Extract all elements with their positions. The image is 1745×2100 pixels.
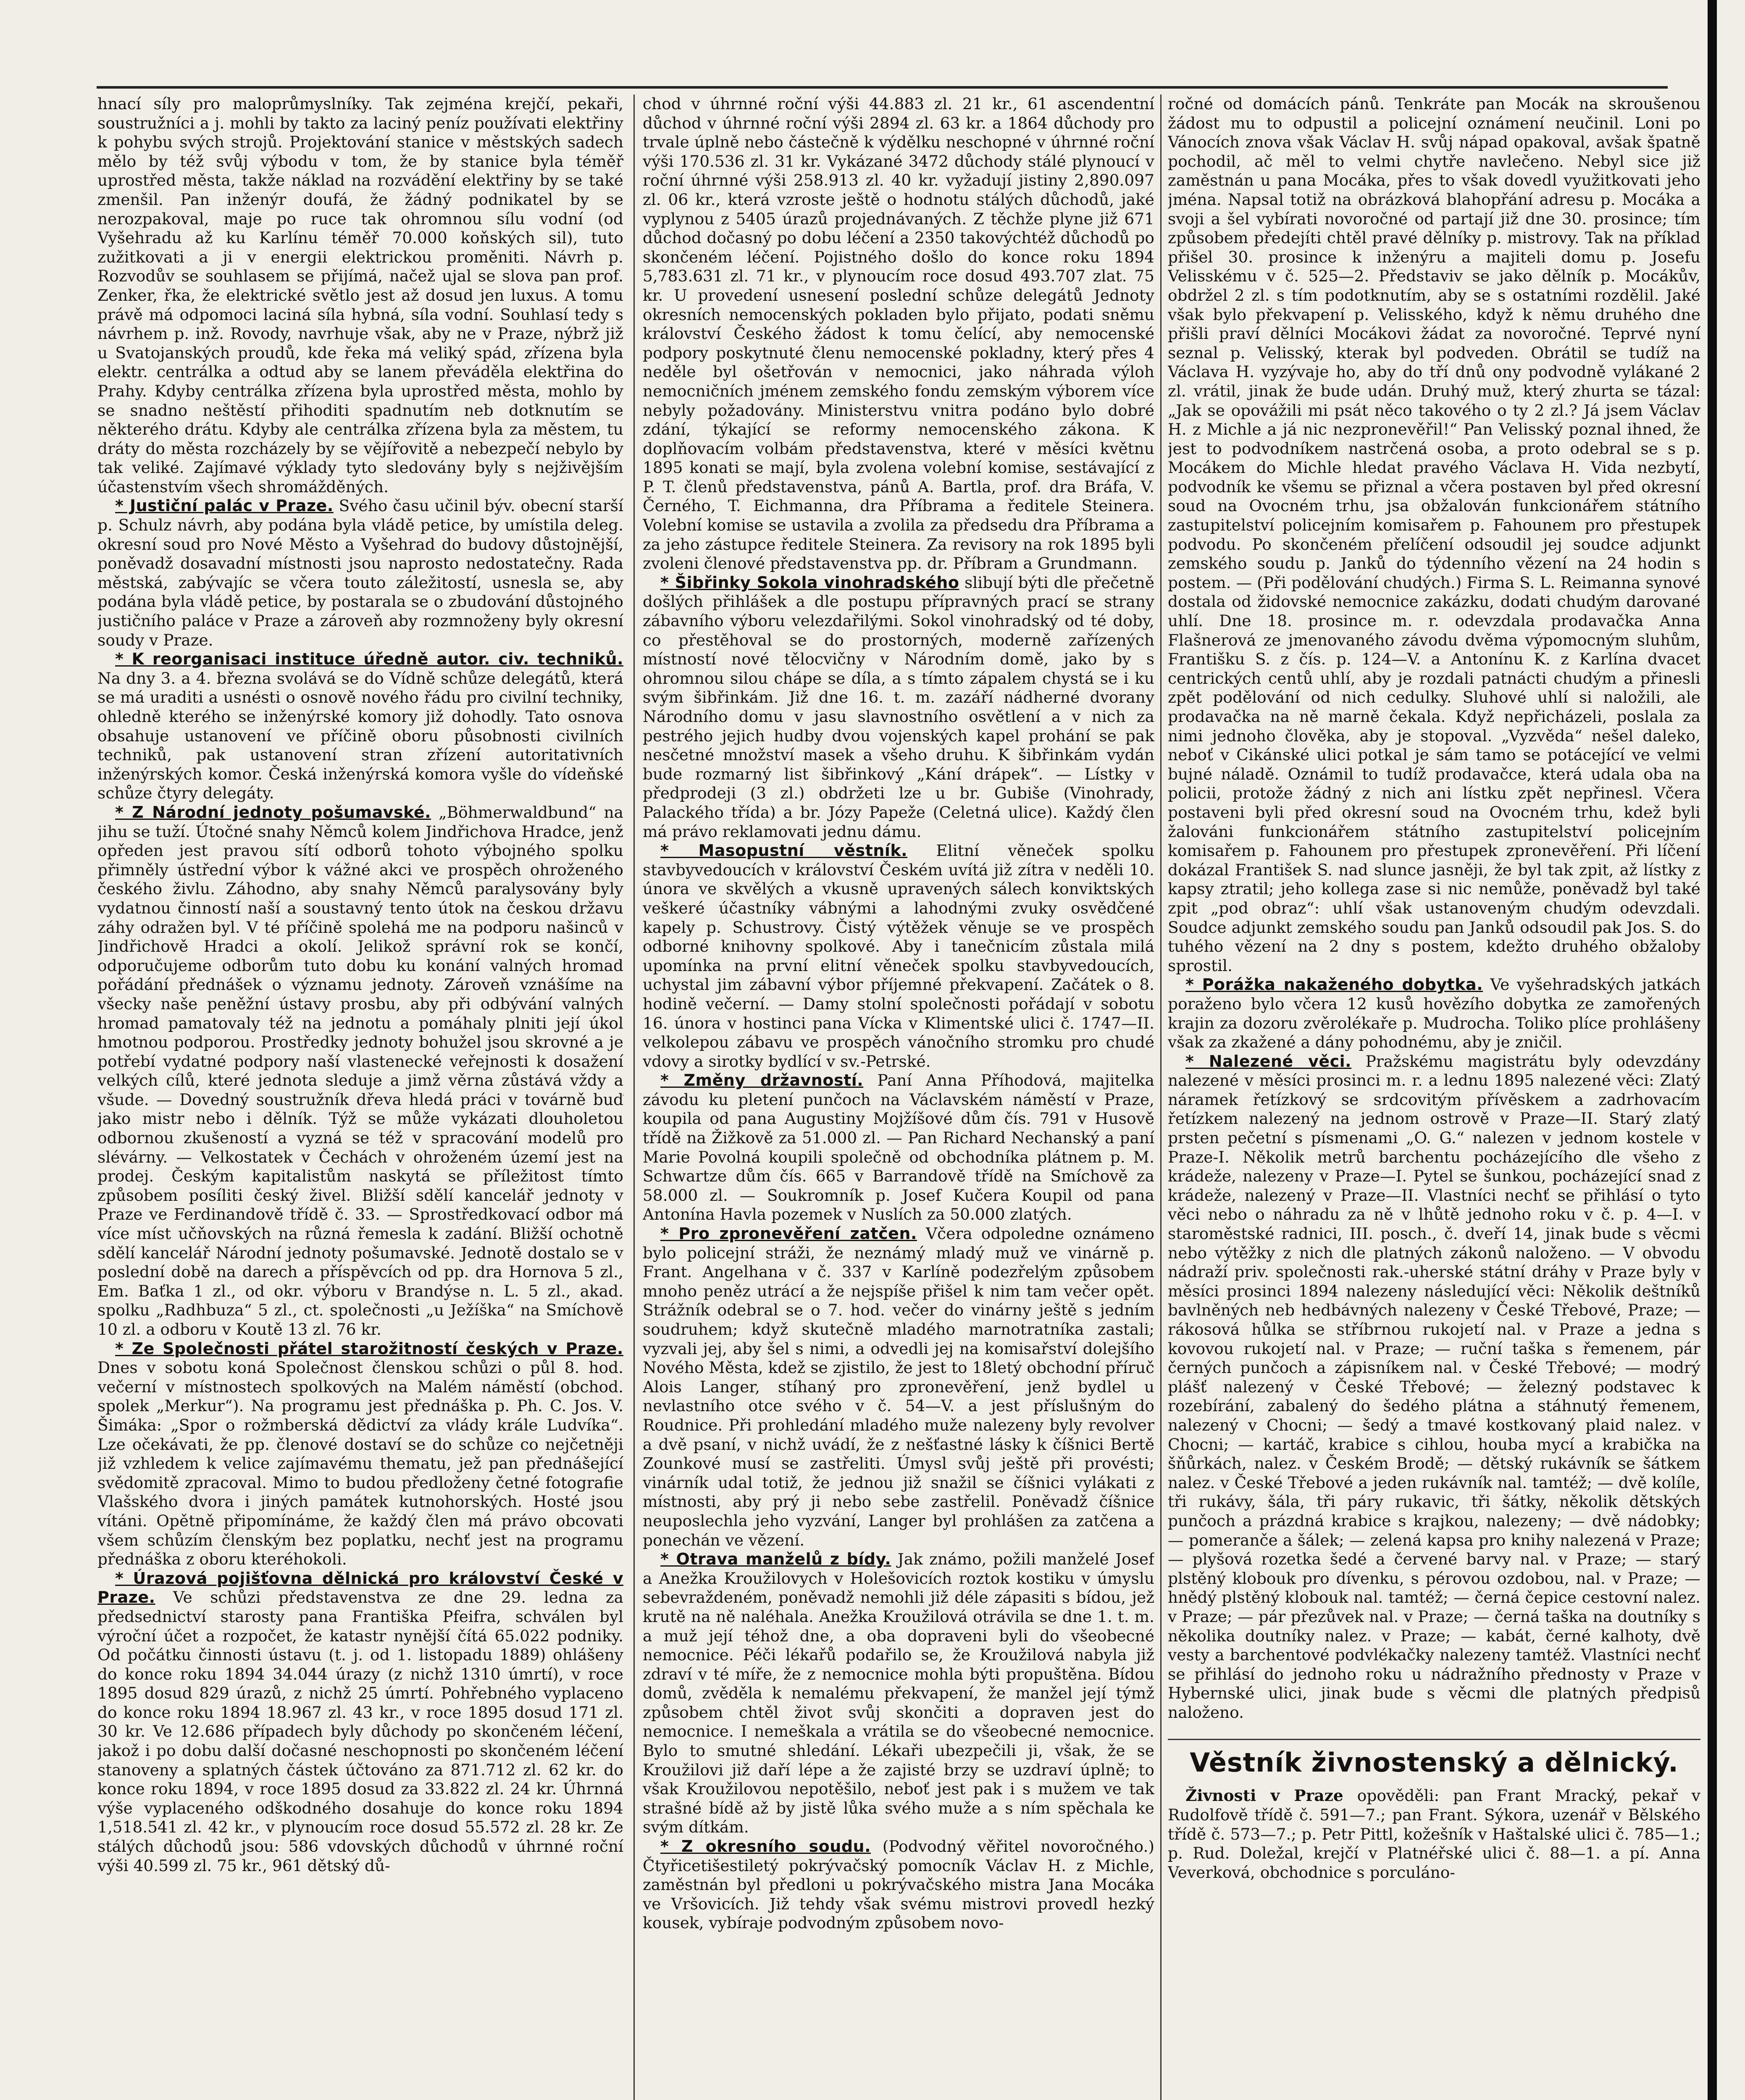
article-headline: * Justiční palác v Praze. [115, 496, 334, 515]
article-body: Paní Anna Příhodová, majitelka závodu ku pletení punčoch na Václavském náměstí v Praze, koupila od pana Augustiny Mojžíšové dům čís. 791 v Husově třídě na Žižkově za 51.000 zl. — Pan Richard Nechanský a paní Marie Povolná koupili společně od obchodníka plátnem p. M. Schwartze dům čís. 665 v Barrandově třídě na Smíchově za 58.000 zl. — Soukromník p. Josef Kučera Koupil od pana Antonína Havla pozemek v Nuslích za 50.000 zlatých. [643, 1071, 1154, 1224]
article-body: Svého času učinil býv. obecní starší p. Schulz návrh, aby podána byla vládě petice, by umístila deleg. okresní soud pro Nové Město a Vyšehrad do budovy důstojnější, poněvadž dosavadní místnosti jsou naprosto nedostatečny. Rada městská, zabývajíc se včera touto záležitostí, usnesla se, aby podána byla vládě petice, by postarala se o zbudování důstojného justičního paláce v Praze a zároveň aby rozmnoženy byly okresní soudy v Praze. [97, 496, 623, 649]
column-divider [1160, 94, 1162, 2100]
top-rule [97, 86, 1668, 89]
article-headline: * Pro zpronevěření zatčen. [660, 1224, 917, 1243]
article-headline: * Šibřinky Sokola vinohradského [660, 573, 959, 592]
article-paragraph [97, 94, 623, 496]
article-body: slibují býti dle přečetně došlých přihlášek a dle postupu přípravných prací se strany zábavního výboru velezdařilými. Sokol vinohradský od té doby, co přestěhoval se do prostorných, moderně zařízených místností nové tělocvičny v Národním domě, jako by s ohromnou silou chápe se díla, a s tímto zápalem chystá se i ku svým šibřinkám. Již dne 16. t. m. zazáří nádherné dvorany Národního domu v jasu slavnostního osvětlení a v nich za pestrého jejich hudby dvou vojenských kapel prohání se pak nesčetné množství masek a všeho druhu. K šibřinkám vydán bude rozmarný list šibřinkový „Kání drápek“. — Lístky v předprodeji (3 zl.) obdržeti lze u br. Gubiše (Vinohrady, Palackého třída) a br. Józy Papeže (Celetná ulice). Každý člen má právo reklamovati jednu dámu. [643, 573, 1154, 841]
article-paragraph [643, 1071, 1154, 1224]
article-body: opověděli: pan Frant Mracký, pekař v Rudolfově třídě č. 591—7.; pan Frant. Sýkora, uzenář v Bělského třídě č. 573—7.; p. Petr Pittl, kožešník v Haštalské ulici č. 785—1.; p. Rud. Doležal, krejčí v Platnéřské ulici č. 88—1. a pí. Anna Veverková, obchodnice s porculáno- [1168, 1786, 1700, 1882]
article-headline: * Nalezené věci. [1185, 1052, 1352, 1071]
article-body: ročné od domácích pánů. Tenkráte pan Mocák na skroušenou žádost mu to odpustil a policejní oznámení neučinil. Loni po Vánocích znova však Václav H. svůj nápad opakoval, avšak špatně pochodil, ač měl to velmi chytře navlečeno. Nebyl sice již zaměstnán u pana Mocáka, přes to však dovedl využitkovati jeho jména. Napsal totiž na obrázková blahopřání adresu p. Mocáka a svoji a šel vybírati novoročné od partají již dne 30. prosince; tím způsobem předejíti chtěl pravé dělníky p. mistrovy. Tak na příklad přišel 30. prosince k inženýru a majiteli domu p. Josefu Velisskému v č. 525—2. Představiv se jako dělník p. Mocákův, obdržel 2 zl. s tím podotknutím, aby se s ostatními rozdělil. Jaké však bylo překvapení p. Velisského, když k němu druhého dne přišli praví dělníci Mocákovi žádat za novoročné. Teprvé nyní seznal p. Velisský, kterak byl podveden. Obrátil se tudíž na Václava H. vyzývaje ho, aby do tří dnů ony podvodně vylákané 2 zl. vrátil, jinak že bude udán. Druhý muž, který zhurta se tázal: „Jak se opovážili mi psát něco takového o ty 2 zl.? Já jsem Václav H. z Michle a já nic nezpronevěřil!“ Pan Velisský poznal ihned, že jest to podvodníkem nastrčená osoba, a proto odebral se s p. Mocákem do Michle hledat pravého Václava H. Vida nezbytí, podvodník ke všemu se přiznal a včera postaven byl před okresní soud na Ovocném trhu, jsa obžalován funkcionářem státního zastupitelství policejním komisařem p. Fahounem pro přestupek podvodu. Po skončeném přelíčení odsoudil jej soudce adjunkt zemského soudu p. Janků do týdenního vězení na 24 hodin s postem. — (Při podělování chudých.) Firma S. L. Reimanna synové dostala od židovské nemocnice zakázku, dodati chudým darované uhlí. Dne 18. prosince m. r. odevzdala prodavačka Anna Flašnerová ze jmenovaného závodu dvěma výpomocným sluhům, Františku S. z čís. p. 124—V. a Antonínu K. z Karlína dvacet centrických centů uhlí, aby je rozdali patnácti chudým a přinesli zpět podělování od nich cedulky. Sluhové uhlí si naložili, ale prodavačka na ně marně čekala. Když nepřicházeli, poslala za nimi jednoho člověka, aby je stopoval. „Vyzvěda“ nešel daleko, neboť v Cikánské ulici potkal je sám tamo se potácející ve velmi bujné náladě. Oznámil to tudíž prodavačce, která udala oba na policii, protože žádný z nich ani lístku zpět nepřinesl. Včera postaveni byli před okresní soud na Ovocném trhu, kdež byli žalováni funkcionářem státního zastupitelství policejním komisařem p. Fahounem pro přestupek zpronevěření. Při líčení dokázal František S. nad slunce jasněji, že byl tak zpit, až lístky z kapsy ztratil; jeho kollega zase si nic nemůže, poněvadž byl také zpit „pod obraz“: uhlí však ustanoveným chudým odevzdali. Soudce adjunkt zemského soudu pan Janků odsoudil pak Jos. S. do tuhého vězení na 2 dny s postem, kdežto druhého obžaloby sprostil. [1168, 94, 1700, 975]
article-paragraph [97, 650, 623, 803]
article-paragraph [1168, 94, 1700, 975]
article-body: (Podvodný věřitel novoročného.) Čtyřicetišestiletý pokrývačský pomocník Václav H. z Michle, zaměstnán byl předloni u pokrývačského mistra Jana Mocáka ve Vršovicích. Již tehdy však svému mistrovi provedl hezký kousek, vybíraje podvodným způsobem novo- [643, 1837, 1154, 1932]
article-body: hnací síly pro maloprůmyslníky. Tak zejména krejčí, pekaři, soustružníci a j. mohli by takto za laciný peníz používati elektřiny k pohybu svých strojů. Projektování stanice v městských sadech mělo by též svůj výbodu v tom, že by stanice byla téměř uprostřed města, takže náklad na rozvádění elektřiny by se také zmenšil. Pan inženýr doufá, že žádný podnikatel by se nerozpakoval, maje po ruce tak ohromnou sílu vodní (od Vyšehradu až ku Karlínu téměř 70.000 koňských sil), tuto zužitkovati a ji v energii elektrickou proměniti. Návrh p. Rozvodův se souhlasem se přijímá, načež ujal se slova pan prof. Zenker, řka, že elektrické světlo jest až dosud jen luxus. A tomu právě má odpomoci laciná síla hybná, síla vodní. Souhlasí tedy s návrhem p. inž. Rovody, navrhuje však, aby ne v Praze, nýbrž již u Svatojanských proudů, kde řeka má veliký spád, zřízena byla elektr. centrálka a odtud aby se lanem převáděla elektřina do Prahy. Kdyby centrálka zřízena byla uprostřed města, mohlo by se snadno neštěstí přihoditi spadnutím neb dotknutím se některého drátu. Kdyby ale centrálka zřízena byla za městem, tu dráty do města rozcházely by se vějířovitě a nebezpečí nebylo by tak veliké. Zajímavé výklady tyto sledovány byly s nejživějším účastenstvím všech shromážděných. [97, 94, 623, 496]
article-body: Elitní věneček spolku stavbyvedoucích v království Českém uvítá již zítra v neděli 10. února ve skvělých a vkusně upravených sálech konviktských veškeré účastníky vábnými a lahodnými zvuky osvědčené kapely p. Schustrovy. Čistý výtěžek věnuje se ve prospěch odborné knihovny spolkové. Aby i tanečnicím zůstala milá upomínka na první elitní věneček spolku stavbyvedoucích, uchystal jim zábavní výbor příjemné překvapení. Začátek o 8. hodině večerní. — Damy stolní společnosti pořádají v sobotu 16. února v hostinci pana Vícka v Klimentské ulici č. 1747—II. velkolepou zábavu ve prospěch vánočního stromku pro chudé vdovy a sirotky bydlící v sv.-Petrské. [643, 841, 1154, 1071]
article-paragraph [643, 94, 1154, 573]
article-paragraph [643, 1837, 1154, 1933]
article-paragraph [643, 841, 1154, 1071]
column-3 [1168, 94, 1700, 2100]
article-body: Dnes v sobotu koná Společnost členskou schůzi o půl 8. hod. večerní v místnostech spolkových na Malém náměstí (obchod. spolek „Merkur“). Na programu jest přednáška p. Ph. C. Jos. V. Šimáka: „Spor o rožmberská dědictví za vlády krále Ludvíka“. Lze očekávati, že pp. členové dostaví se do schůze co nejčetněji již vzhledem k velice zajímavému thematu, jež pan přednášející svědomitě zpracoval. Mimo to budou předloženy četné fotografie Vlašského dvora i jiných památek kutnohorských. Hosté jsou vítáni. Opětně připomínáme, že každý člen má právo obcovati všem schůzím členským bez poplatku, nechť jest na programu přednáška z oboru kteréhokoli. [97, 1358, 623, 1569]
article-paragraph [97, 1339, 623, 1569]
article-body: „Böhmerwaldbund“ na jihu se tuží. Útočné snahy Němců kolem Jindřichova Hradce, jenž opředen jest pravou sítí odborů tohoto výbojného spolku přimněly ústřední výbor k vážné akci ve prospěch ohroženého českého živlu. Záhodno, aby snahy Němců paralysovány byly vydatnou činností naší a soustavný tento útok na českou državu záhy odražen byl. V té příčině spolehá me na podporu našinců v Jindřichově Hradci a okolí. Jelikož správní rok se končí, odporučujeme odborům tuto dobu ku konání valných hromad pořádání přednášek o významu jednoty. Zároveň vznášíme na všecky naše peněžní ústavy prosbu, aby při odbývání valných hromad pamatovaly též na jednotu a pomáhaly plniti její úkol hmotnou podporou. Prostředky jednoty bohužel jsou skrovné a je potřebí vydatné podpory naší vlastenecké veřejnosti k dosažení velkých cílů, které jednota sleduje a jimž věrna zůstává vždy a všude. — Dovedný soustružník dřeva hledá práci v továrně buď jako mistr nebo i dělník. Týž se může vykázati dlouholetou odbornou zkušeností a vyzná se též v spracování modelů pro slévárny. — Velkostatek v Čechách v ohroženém území jest na prodej. Českým kapitalistům naskytá se příležitost tímto způsobem posíliti český živel. Bližší sdělí kancelář jednoty v Praze ve Ferdinandově třídě č. 33. — Sprostředkovací odbor má více míst učňovských na různá řemesla k zadání. Bližší ochotně sdělí kancelář Národní jednoty pošumavské. Jednotě dostalo se v poslední době na darech a příspěvcích od pp. dra Hornova 5 zl., Em. Baťka 1 zl., od okr. výboru v Brandýse n. L. 5 zl., akad. spolku „Radhbuza“ 5 zl., ct. společnosti „u Ježíška“ na Smíchově 10 zl. a odboru v Koutě 13 zl. 76 kr. [97, 803, 623, 1339]
section-heading: Věstník živnostenský a dělnický. [1168, 1739, 1700, 1778]
article-headline: Živnosti v Praze [1185, 1786, 1343, 1805]
article-paragraph [97, 803, 623, 1339]
article-body: Včera odpoledne oznámeno bylo policejní stráži, že neznámý mladý muž ve vinárně p. Frant. Angelhana v č. 337 v Karlíně podezřelým způsobem mnoho peněz utrácí a že nejspíše přišel k nim tam večer opět. Strážník odebral se o 7. hod. večer do vinárny ještě s jedním soudruhem; když skutečně mladého marnotratníka zastali; vyzvali jej, aby šel s nimi, a odvedli jej na komisařství dolejšího Nového Města, kdež se zjistilo, že jest to 18letý obchodní příruč Alois Langer, stíhaný pro zpronevěření, jenž bydlel u nevlastního otce svého v č. 54—V. a jest příslušným do Roudnice. Při prohledání mladého muže nalezeny byly revolver a dvě psaní, v nichž uvádí, že z nešťastné lásky k číšnici Bertě Zounkové musí se zastřeliti. Úmysl svůj ještě při provésti; vinárník udal totiž, že jednou již snažil se číšnici vylákati z místnosti, aby prý ji nebo sebe zastřelil. Poněvadž číšnice neuposlechla jeho vyzvání, Langer byl prohlášen za zatčena a ponechán ve vězení. [643, 1224, 1154, 1549]
article-body: Jak známo, požili manželé Josef a Anežka Kroužilovych v Holešovicích roztok kostiku v úmyslu sebevraždeném, poněvadž nemohli již déle zápasiti s bídou, jež krutě na ně naléhala. Anežka Kroužilová otrávila se dne 1. t. m. a muž její téhož dne, a oba dopraveni byli do všeobecné nemocnice. Péči lékařů podařilo se, že Kroužilová nabyla již zdraví v té míře, že z nemocnice mohla býti propuštěna. Bídou domů, zvěděla k nemalému překvapení, že manžel její týmž způsobem chtěl život svůj skončiti a dopraven jest do nemocnice. I nemeškala a vrátila se do všeobecné nemocnice. Bylo to smutné shledání. Lékaři ubezpečili ji, však, že se Kroužilovi již daří lépe a že zajisté brzy se uzdraví úplně; to však Kroužilovou nepotěšilo, neboť jest pak i s mužem ve tak strašné bídě až by jistě lůka svého muže a s ním spěchala ke svým dítkám. [643, 1550, 1154, 1837]
article-paragraph [643, 573, 1154, 841]
article-body: Ve schůzi představenstva ze dne 29. ledna za předsednictví starosty pana Františka Pfeifra, schválen byl výroční účet a rozpočet, že katastr nynější čítá 65.022 podniky. Od počátku činnosti ústavu (t. j. od 1. listopadu 1889) ohlášeny do konce roku 1894 34.044 úrazy (z nichž 1310 úmrtí), v roce 1895 dosud 829 úrazů, z nichž 25 úmrtí. Pohřebného vyplaceno do konce roku 1894 18.967 zl. 43 kr., v roce 1895 dosud 171 zl. 30 kr. Ve 12.686 případech byly důchody po skončeném léčení, jakož i po dobu další dočasné neschopnosti po skončeném léčení stanoveny a splatných částek účtováno za 871.712 zl. 62 kr. do konce roku 1894, v roce 1895 dosud za 33.822 zl. 24 kr. Úhrnná výše vyplaceného odškodného dosahuje do konce roku 1894 1,518.541 zl. 42 kr., v plynoucím roce dosud 55.572 zl. 28 kr. Ze stálých důchodů jsou: 586 vdovských důchodů v úhrnné roční výši 40.599 zl. 75 kr., 961 dětský dů- [97, 1588, 623, 1875]
article-paragraph [1168, 1052, 1700, 1722]
column-divider [633, 94, 635, 2100]
article-paragraph [97, 1569, 623, 1876]
article-headline: * Z okresního soudu. [660, 1837, 871, 1856]
article-body: Na dny 3. a 4. března svolává se do Vídně schůze delegátů, která se má uraditi a usnésti o osnově nového řádu pro civilní techniky, ohledně kterého se inženýrské komory již dohodly. Tato osnova obsahuje ustanovení ve příčině oboru působnosti civilních techniků, pak ustanovení stran zřízení autoritativních inženýrských komor. Česká inženýrská komora vyšle do vídeňské schůze čtyry delegáty. [97, 669, 623, 803]
article-headline: * Porážka nakaženého dobytka. [1185, 975, 1483, 994]
article-headline: * Z Národní jednoty pošumavské. [115, 803, 431, 822]
article-paragraph [1168, 975, 1700, 1052]
article-body: Ve vyšehradských jatkách poraženo bylo včera 12 kusů hovězího dobytka ze zamořených krajin za dozoru zvěrolékaře p. Mudrocha. Toliko plíce prohlášeny však za zkažené a dány pohodnému, aby je zničil. [1168, 975, 1700, 1052]
article-headline: * Ze Společnosti přátel starožitností českých v Praze. [115, 1339, 623, 1358]
article-paragraph [1168, 1786, 1700, 1882]
article-headline: * Masopustní věstník. [660, 841, 908, 860]
article-body: Pražskému magistrátu byly odevzdány nalezené v měsíci prosinci m. r. a lednu 1895 nalezené věci: Zlatý náramek řetízkový se srdcovitým přívěskem a zadrhovacím řetízkem nalezený na jednom ostrově v Praze—II. Starý zlatý prsten pečetní s písmenami „O. G.“ nalezen v jednom kostele v Praze-I. Několik metrů barchentu pocházejícího dle všeho z krádeže, nalezeny v Praze—I. Pytel se šunkou, pocházející snad z krádeže, nalezený v Praze—II. Vlastníci nechť se přihlásí o tyto věci nebo o náhradu za ně v lhůtě jednoho roku v č. p. 4—I. v staroměstské radnici, III. posch., č. dveří 14, jinak bude s věcmi nebo výtěžky z nich dle platných zákonů naloženo. — V obvodu nádraží priv. společnosti rak.-uherské státní dráhy v Praze byly v měsíci prosinci 1894 nalezeny následující věci: Několik deštníků bavlněných neb hedbávných nalezeny v České Třebové, Praze; — rákosová hůlka se stříbrnou rukojetí nal. v Praze a jedna s kovovou rukojetí nal. v Praze; — ruční taška s řemenem, pár černých punčoch a zápisníkem nal. v České Třebové; — modrý plášť nalezený v České Třebové; — železný podstavec k rozebírání, zabalený do šedého plátna a stáhnutý řemenem, nalezený v Chocni; — šedý a tmavé kostkovaný plaid nalez. v Chocni; — kartáč, krabice s cihlou, houba mycí a krabička na šňůrkách, nalez. v Českém Brodě; — dětský rukávník se šátkem nalez. v České Třebové a jeden rukávník nal. tamtéž; — dvě kolíle, tři rukávy, šála, tři páry rukavic, tři šátky, několik dětských punčoch a prázdná krabice s krajkou, nalezeny; — dvě nádobky; — pomeranče a šálek; — zelená kapsa pro knihy nalezená v Praze; — plyšová rozetka šedé a červené barvy nal. v Praze; — starý plstěný klobouk pro dívenku, s pérovou ozdobou, nal. v Praze; — hnědý plstěný klobouk nal. tamtéž; — černá čepice cestovní nalez. v Praze; — pár přezůvek nal. v Praze; — černá taška na doutníky s několika doutníky nalez. v Praze; — kabát, černé kalhoty, dvě vesty a barchentové podvlékačky nalezeny tamtéž. Vlastníci nechť se přihlásí do jednoho roku u nádražního přednosty v Praze v Hybernské ulici, jinak bude s věcmi dle platných předpisů naloženo. [1168, 1052, 1700, 1722]
article-paragraph [643, 1224, 1154, 1550]
article-body: chod v úhrnné roční výši 44.883 zl. 21 kr., 61 ascendentní důchod v úhrnné roční výši 2894 zl. 63 kr. a 1864 důchody pro trvale úplně nebo částečně k výdělku neschopné v úhrnné roční výši 170.536 zl. 31 kr. Vykázané 3472 důchody stálé plynoucí v roční úhrnné výši 258.913 zl. 40 kr. vyžadují jistiny 2,890.097 zl. 06 kr., která vzroste ještě o hodnotu stálých důchodů, jaké vyplynou z 5405 úrazů projednávaných. Z těchže plyne již 671 důchod dočasný po dobu léčení a 2350 takovýchtéž důchodů po skončeném léčení. Pojistného došlo do konce roku 1894 5,783.631 zl. 71 kr., v plynoucím roce dosud 493.707 zlat. 75 kr. U provedení usnesení poslední schůze delegátů Jednoty okresních nemocenských pokladen bylo přijato, podati sněmu království Českého žádost k tomu čelící, aby nemocenské podpory poskytnuté členu nemocenské pokladny, který přes 4 neděle byl ošetřován v nemocnici, jako náhrada výloh nemocničních jménem zemského fondu zemským výborem více nebyly požadovány. Ministerstvu vnitra podáno bylo dobré zdání, týkající se reformy nemocenského zákona. K doplňovacím volbám představenstva, které v měsíci květnu 1895 konati se mají, byla zvolena volební komise, sestávající z P. T. členů představenstva, pánů A. Bartla, prof. dra Bráfa, V. Černého, T. Eichmanna, dra Příbrama a ředitele Steinera. Volební komise se ustavila a zvolila za předsedu dra Příbrama a za jeho zástupce ředitele Steinera. Za revisory na rok 1895 byli zvoleni členové představenstva pp. dr. Příbram a Grundmann. [643, 94, 1154, 573]
article-headline: * Otrava manželů z bídy. [660, 1550, 891, 1569]
right-edge-border [1708, 0, 1717, 2100]
article-headline: * Úrazová pojišťovna dělnická pro království České v Praze. [97, 1569, 623, 1607]
article-headline: * K reorganisaci instituce úředně autor. civ. techniků. [115, 650, 623, 669]
column-2 [643, 94, 1154, 2100]
article-paragraph [97, 496, 623, 650]
column-1 [97, 94, 623, 2100]
article-paragraph [643, 1550, 1154, 1837]
article-headline: * Změny državností. [660, 1071, 864, 1090]
